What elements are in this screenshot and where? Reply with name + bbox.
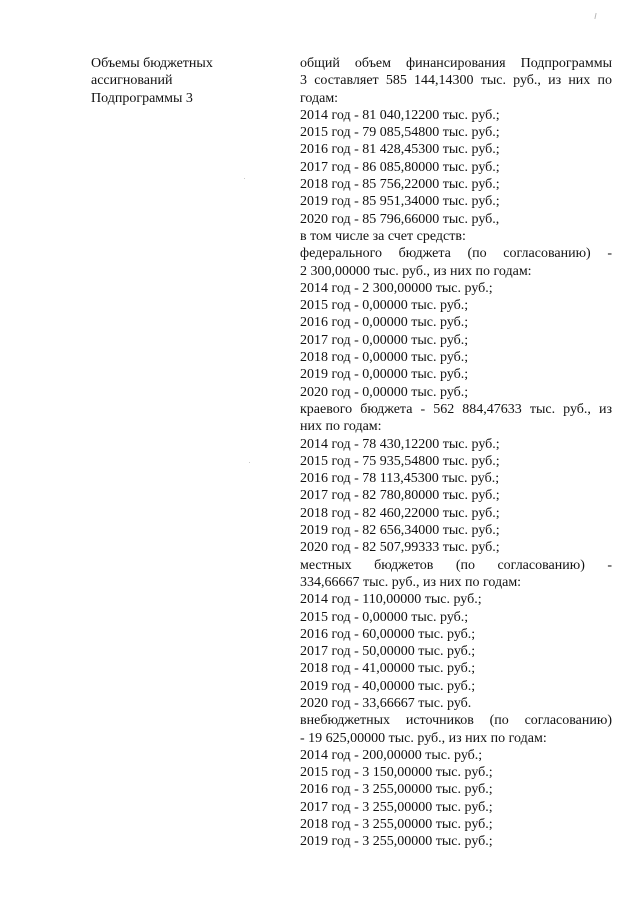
funding-line: местных бюджетов (по согласованию) -: [300, 557, 612, 573]
funding-line: годам:: [300, 90, 339, 106]
funding-line: краевого бюджета - 562 884,47633 тыс. руб., из: [300, 401, 612, 417]
funding-line: 2015 год - 0,00000 тыс. руб.;: [300, 609, 469, 625]
funding-line: 2019 год - 40,00000 тыс. руб.;: [300, 678, 476, 694]
funding-line: 2017 год - 50,00000 тыс. руб.;: [300, 644, 476, 660]
funding-line: 2017 год - 0,00000 тыс. руб.;: [300, 332, 469, 348]
funding-line: 2019 год - 0,00000 тыс. руб.;: [300, 367, 469, 383]
scan-speck: [244, 178, 245, 179]
funding-line: 2016 год - 78 113,45300 тыс. руб.;: [300, 471, 500, 487]
funding-line: 2015 год - 3 150,00000 тыс. руб.;: [300, 765, 493, 781]
funding-line: внебюджетных источников (по согласованию): [300, 713, 612, 729]
funding-line: - 19 625,00000 тыс. руб., из них по годам:: [300, 730, 547, 746]
funding-line: 2018 год - 3 255,00000 тыс. руб.;: [300, 817, 493, 833]
funding-line: 2019 год - 3 255,00000 тыс. руб.;: [300, 834, 493, 850]
funding-line: 2015 год - 0,00000 тыс. руб.;: [300, 298, 469, 314]
funding-line: в том числе за счет средств:: [300, 228, 466, 244]
section-label-line: Подпрограммы 3: [91, 90, 193, 106]
funding-line: них по годам:: [300, 419, 382, 435]
funding-line: 2014 год - 110,00000 тыс. руб.;: [300, 592, 482, 608]
funding-line: 2017 год - 3 255,00000 тыс. руб.;: [300, 799, 493, 815]
funding-details-column: [300, 55, 612, 851]
funding-line: 2020 год - 82 507,99333 тыс. руб.;: [300, 540, 500, 556]
funding-line: федерального бюджета (по согласованию) -: [300, 246, 612, 262]
funding-line: общий объем финансирования Подпрограммы: [300, 56, 612, 71]
funding-line: 2 300,00000 тыс. руб., из них по годам:: [300, 263, 532, 279]
funding-line: 2014 год - 2 300,00000 тыс. руб.;: [300, 280, 493, 296]
funding-line: 2016 год - 0,00000 тыс. руб.;: [300, 315, 469, 331]
section-label-line: Объемы бюджетных: [91, 56, 213, 71]
funding-line: 2014 год - 200,00000 тыс. руб.;: [300, 747, 483, 763]
funding-line: 2020 год - 0,00000 тыс. руб.;: [300, 384, 469, 400]
funding-line: 2015 год - 79 085,54800 тыс. руб.;: [300, 125, 500, 141]
section-label-line: ассигнований: [91, 73, 173, 89]
funding-line: 2020 год - 33,66667 тыс. руб.: [300, 695, 472, 711]
funding-line: 2016 год - 3 255,00000 тыс. руб.;: [300, 782, 493, 798]
funding-line: 2017 год - 86 085,80000 тыс. руб.;: [300, 159, 500, 175]
funding-line: 2014 год - 81 040,12200 тыс. руб.;: [300, 107, 500, 123]
funding-line: 2014 год - 78 430,12200 тыс. руб.;: [300, 436, 500, 452]
funding-line: 2016 год - 60,00000 тыс. руб.;: [300, 626, 476, 642]
section-label-column: [91, 55, 281, 107]
funding-line: 2015 год - 75 935,54800 тыс. руб.;: [300, 453, 500, 469]
funding-line: 2018 год - 0,00000 тыс. руб.;: [300, 350, 469, 366]
funding-line: 2018 год - 82 460,22000 тыс. руб.;: [300, 505, 500, 521]
scan-speck: [249, 462, 250, 463]
funding-line: 334,66667 тыс. руб., из них по годам:: [300, 574, 522, 590]
funding-line: 2016 год - 81 428,45300 тыс. руб.;: [300, 142, 500, 158]
scan-mark: [594, 13, 596, 19]
funding-line: 2017 год - 82 780,80000 тыс. руб.;: [300, 488, 500, 504]
funding-line: 2018 год - 85 756,22000 тыс. руб.;: [300, 177, 500, 193]
funding-line: 2018 год - 41,00000 тыс. руб.;: [300, 661, 476, 677]
funding-line: 2019 год - 85 951,34000 тыс. руб.;: [300, 194, 500, 210]
funding-line: 3 составляет 585 144,14300 тыс. руб., из них по: [300, 73, 612, 89]
funding-line: 2020 год - 85 796,66000 тыс. руб.,: [300, 211, 500, 227]
funding-line: 2019 год - 82 656,34000 тыс. руб.;: [300, 523, 500, 539]
